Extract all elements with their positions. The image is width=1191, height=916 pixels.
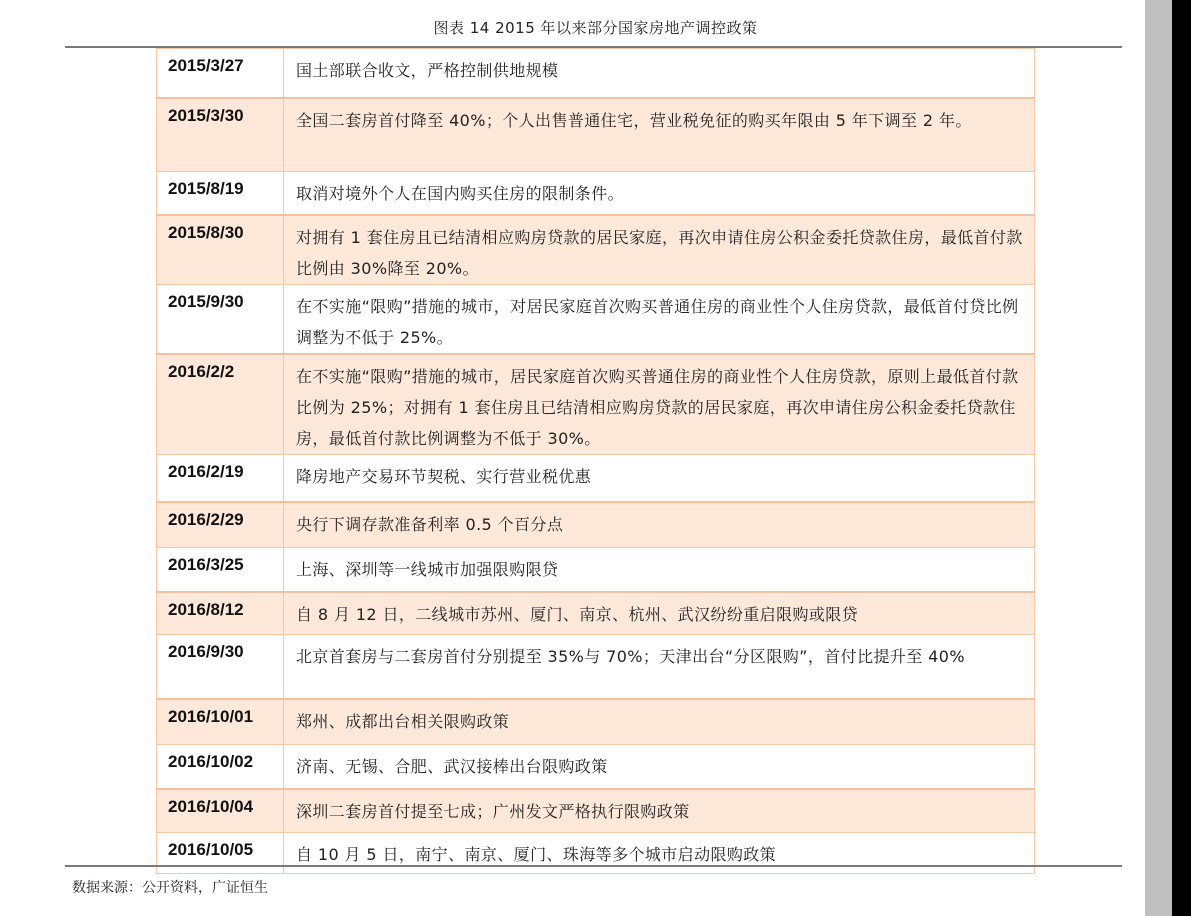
policy-date: 2015/9/30 [157, 284, 284, 354]
data-source-note: 数据来源：公开资料，广证恒生 [72, 880, 268, 896]
table-row [157, 634, 1035, 699]
policy-description: 自 8 月 12 日，二线城市苏州、厦门、南京、杭州、武汉纷纷重启限购或限贷 [284, 592, 1035, 634]
policy-description: 国土部联合收文，严格控制供地规模 [284, 49, 1035, 98]
policy-description: 降房地产交易环节契税、实行营业税优惠 [284, 454, 1035, 502]
page-margin-strip [1145, 0, 1172, 916]
policy-description: 在不实施“限购”措施的城市，居民家庭首次购买普通住房的商业性个人住房贷款，原则上最低首付款比例为 25%；对拥有 1 套住房且已结清相应购房贷款的居民家庭，再次申请住房公积金委托贷款住房，最低首付款比例调整为不低于 30%。 [284, 354, 1035, 455]
viewer-edge [1172, 0, 1191, 916]
policy-date: 2016/3/25 [157, 547, 284, 592]
table-row [157, 98, 1035, 172]
policy-date: 2016/10/04 [157, 789, 284, 832]
policy-date: 2015/8/30 [157, 215, 284, 285]
table-row [157, 354, 1035, 455]
bottom-rule [65, 865, 1122, 867]
policy-description: 北京首套房与二套房首付分别提至 35%与 70%；天津出台“分区限购”，首付比提升至 40% [284, 634, 1035, 699]
table-row [157, 547, 1035, 592]
policy-description: 自 10 月 5 日，南宁、南京、厦门、珠海等多个城市启动限购政策 [284, 832, 1035, 873]
table-row [157, 454, 1035, 502]
policy-description: 郑州、成都出台相关限购政策 [284, 699, 1035, 744]
policy-description: 全国二套房首付降至 40%；个人出售普通住宅，营业税免征的购买年限由 5 年下调至 2 年。 [284, 98, 1035, 172]
policy-description: 央行下调存款准备利率 0.5 个百分点 [284, 502, 1035, 547]
table-row [157, 592, 1035, 634]
policy-date: 2016/8/12 [157, 592, 284, 634]
policy-description: 在不实施“限购”措施的城市，对居民家庭首次购买普通住房的商业性个人住房贷款，最低首付贷比例调整为不低于 25%。 [284, 284, 1035, 354]
policy-date: 2016/10/01 [157, 699, 284, 744]
table-row [157, 215, 1035, 285]
table-row [157, 744, 1035, 789]
policy-date: 2015/3/30 [157, 98, 284, 172]
policy-date: 2015/8/19 [157, 172, 284, 215]
figure-title: 图表 14 2015 年以来部分国家房地产调控政策 [433, 19, 758, 37]
table-row [157, 284, 1035, 354]
policy-date: 2016/10/05 [157, 832, 284, 873]
policy-date: 2016/9/30 [157, 634, 284, 699]
policy-table [156, 48, 1035, 874]
policy-description: 深圳二套房首付提至七成；广州发文严格执行限购政策 [284, 789, 1035, 832]
policy-description: 上海、深圳等一线城市加强限购限贷 [284, 547, 1035, 592]
table-row [157, 49, 1035, 98]
policy-date: 2015/3/27 [157, 49, 284, 98]
policy-date: 2016/2/29 [157, 502, 284, 547]
table-row [157, 502, 1035, 547]
table-row [157, 789, 1035, 832]
policy-description: 取消对境外个人在国内购买住房的限制条件。 [284, 172, 1035, 215]
policy-date: 2016/10/02 [157, 744, 284, 789]
policy-description: 对拥有 1 套住房且已结清相应购房贷款的居民家庭，再次申请住房公积金委托贷款住房，最低首付款比例由 30%降至 20%。 [284, 215, 1035, 285]
policy-date: 2016/2/2 [157, 354, 284, 455]
policy-date: 2016/2/19 [157, 454, 284, 502]
policy-description: 济南、无锡、合肥、武汉接棒出台限购政策 [284, 744, 1035, 789]
table-row [157, 699, 1035, 744]
table-row [157, 172, 1035, 215]
